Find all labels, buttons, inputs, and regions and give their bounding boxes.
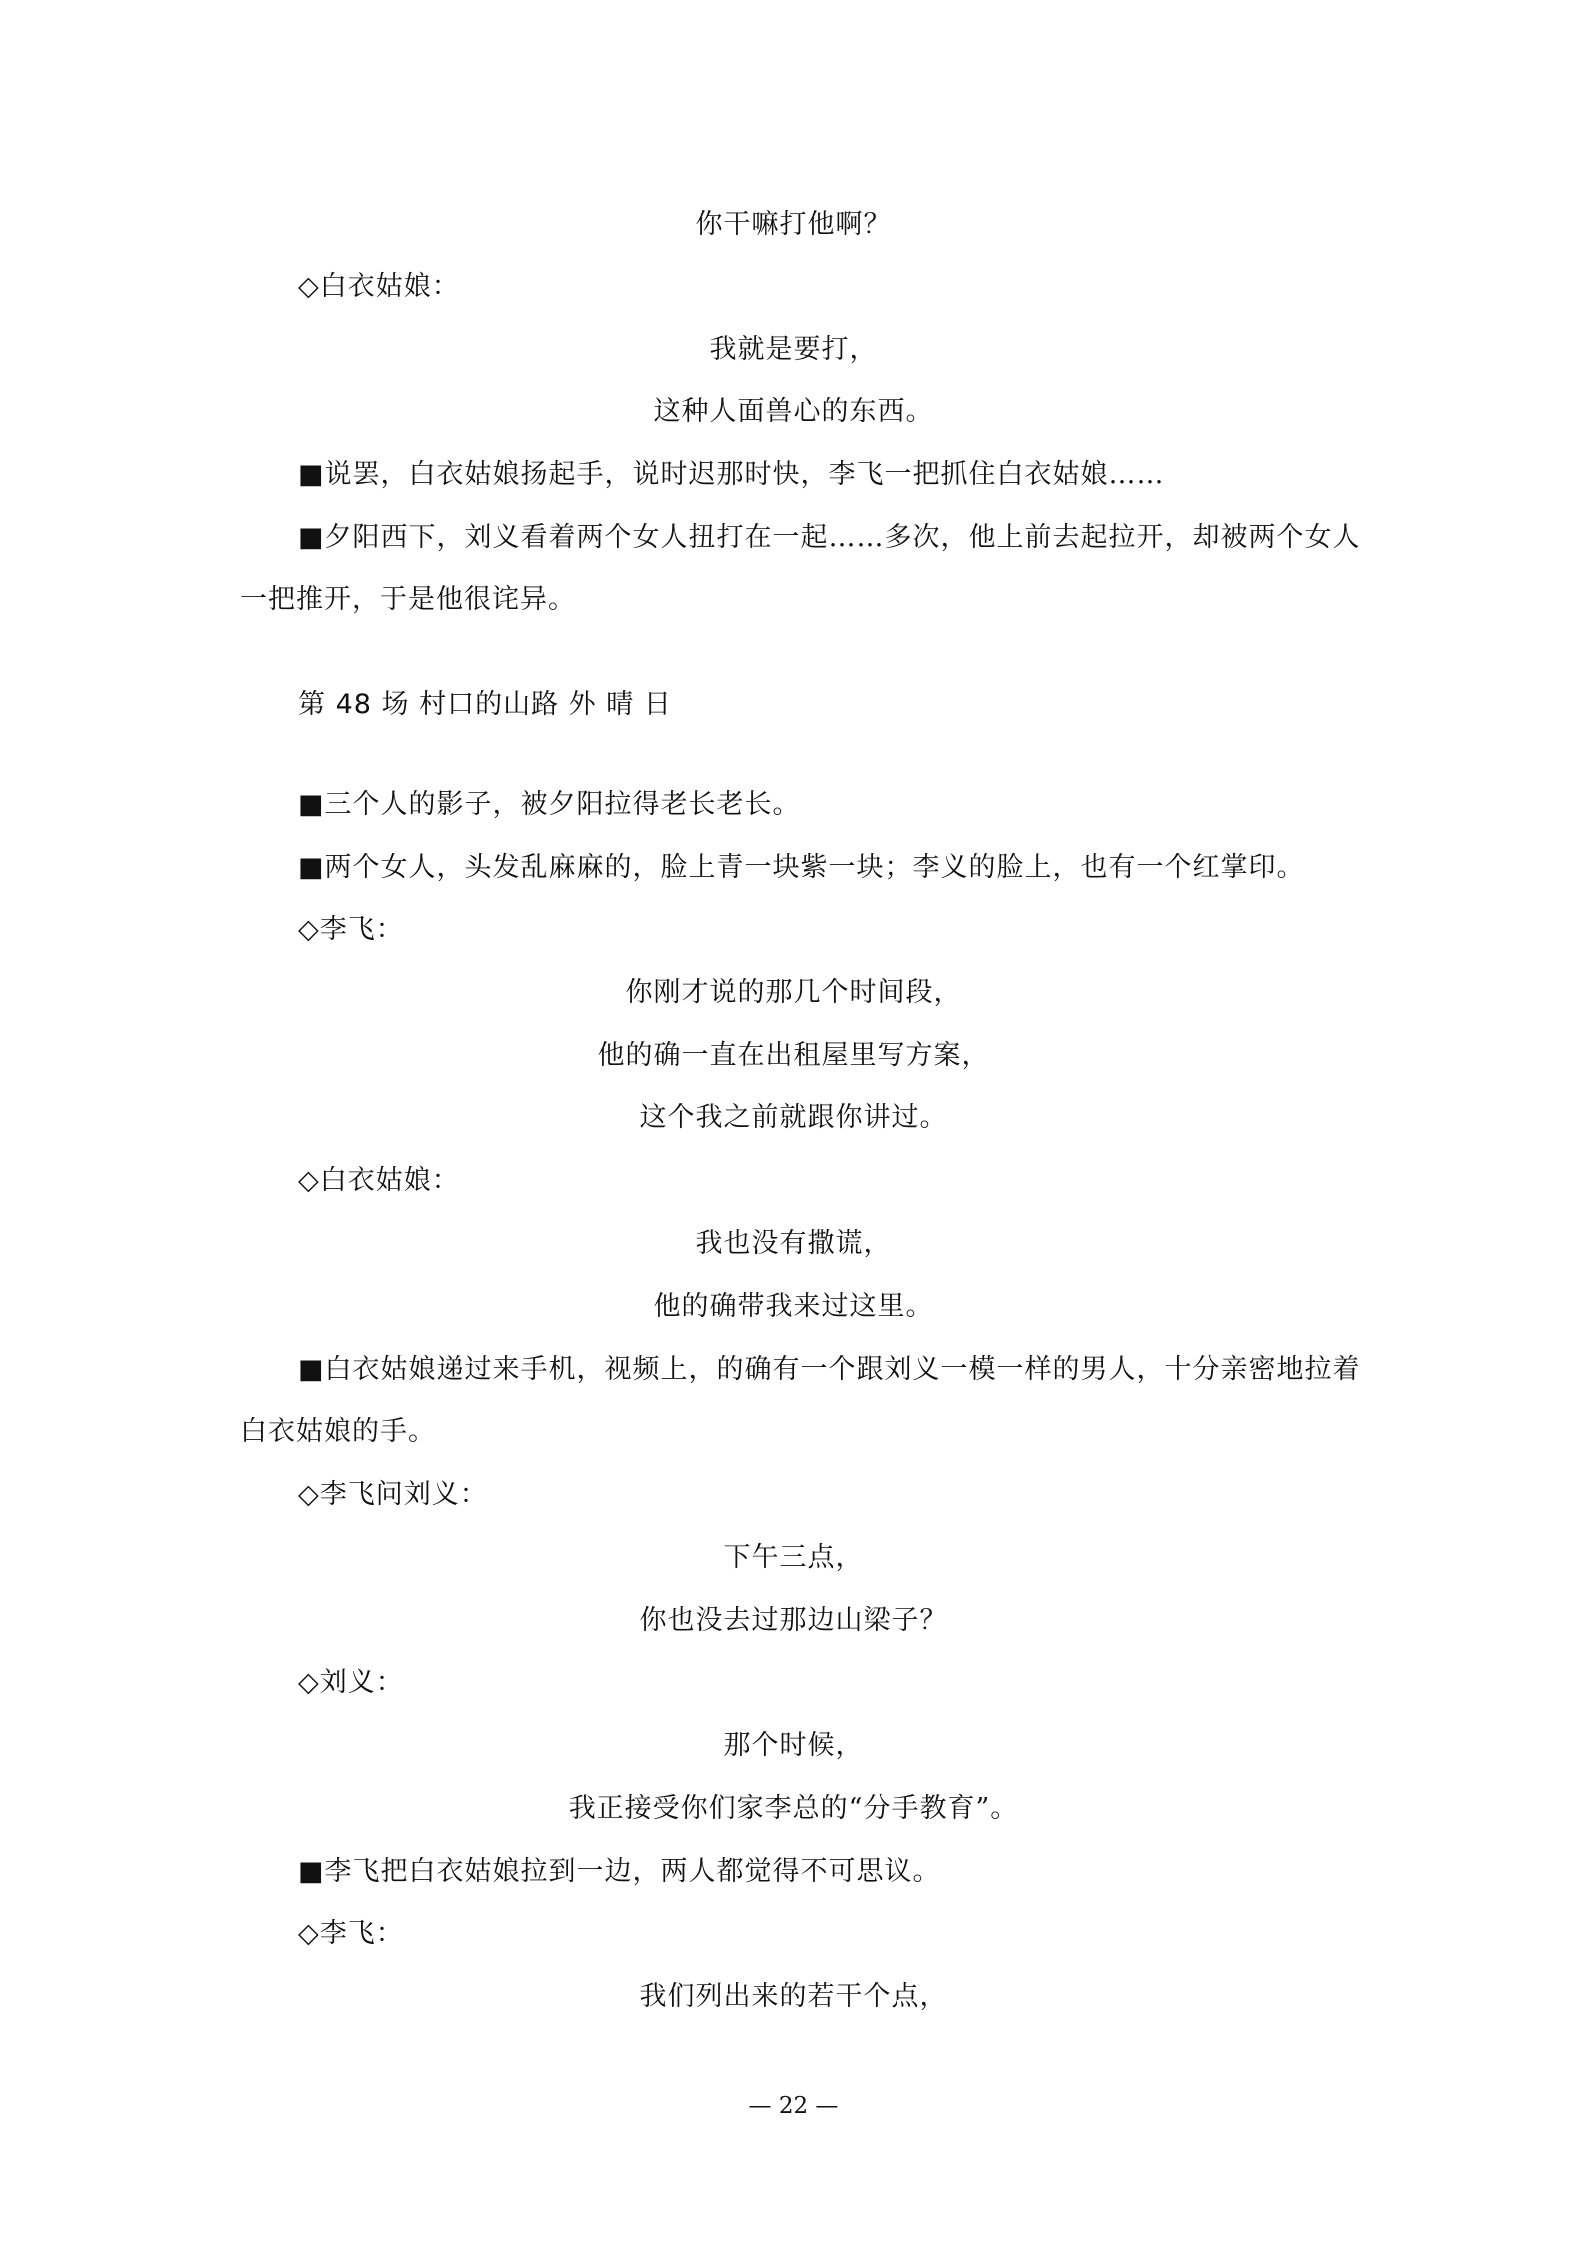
action-line-continued: 白衣姑娘的手。	[240, 1416, 436, 1447]
dialogue-line: 我正接受你们家李总的“分手教育”。	[568, 1793, 1019, 1824]
action-line: ■两个女人，头发乱麻麻的，脸上青一块紫一块；李义的脸上，也有一个红掌印。	[298, 852, 1305, 883]
action-line: ■说罢，白衣姑娘扬起手，说时迟那时快，李飞一把抓住白衣姑娘……	[298, 459, 1165, 490]
speaker-label: ◇李飞：	[298, 1918, 404, 1949]
dialogue-line: 下午三点，	[723, 1542, 864, 1573]
page-number: — 22 —	[748, 2093, 839, 2119]
dialogue-line: 那个时候，	[723, 1730, 864, 1761]
scene-heading: 第 48 场 村口的山路 外 晴 日	[298, 689, 672, 720]
dialogue-line: 你干嘛打他啊？	[695, 209, 892, 240]
speaker-label: ◇白衣姑娘：	[298, 1165, 460, 1196]
dialogue-line: 我就是要打，	[709, 334, 878, 365]
speaker-label: ◇李飞问刘义：	[298, 1479, 488, 1510]
action-line: ■李飞把白衣姑娘拉到一边，两人都觉得不可思议。	[298, 1856, 941, 1887]
dialogue-line: 我们列出来的若干个点，	[639, 1981, 948, 2012]
speaker-label: ◇白衣姑娘：	[298, 271, 460, 302]
action-line: ■三个人的影子，被夕阳拉得老长老长。	[298, 789, 801, 820]
speaker-label: ◇刘义：	[298, 1667, 404, 1698]
dialogue-line: 这个我之前就跟你讲过。	[639, 1102, 948, 1133]
dialogue-line: 你也没去过那边山梁子？	[639, 1605, 948, 1636]
action-line: ■夕阳西下，刘义看着两个女人扭打在一起……多次，他上前去起拉开，却被两个女人	[298, 522, 1361, 553]
dialogue-line: 你刚才说的那几个时间段，	[625, 977, 962, 1008]
action-line-continued: 一把推开，于是他很诧异。	[240, 584, 576, 615]
dialogue-line: 他的确一直在出租屋里写方案，	[597, 1040, 990, 1071]
speaker-label: ◇李飞：	[298, 914, 404, 945]
dialogue-line: 他的确带我来过这里。	[653, 1291, 934, 1322]
action-line: ■白衣姑娘递过来手机，视频上，的确有一个跟刘义一模一样的男人，十分亲密地拉着	[298, 1354, 1361, 1385]
dialogue-line: 这种人面兽心的东西。	[653, 396, 934, 427]
dialogue-line: 我也没有撒谎，	[695, 1228, 892, 1259]
